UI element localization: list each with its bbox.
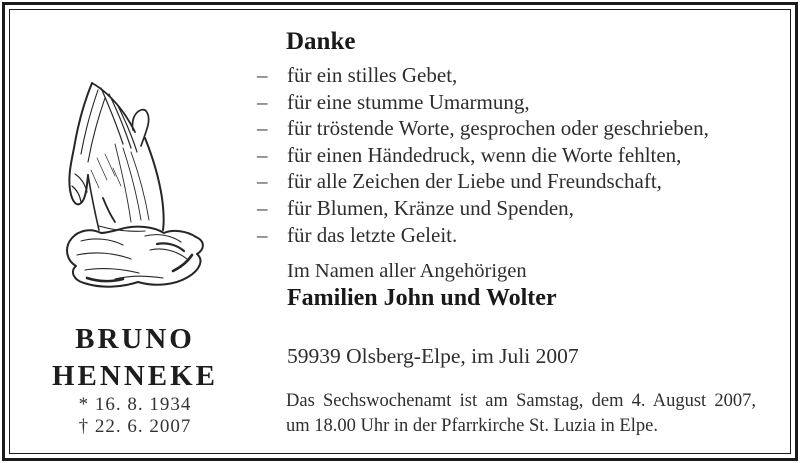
thanks-item-text: für ein stilles Gebet, [287, 63, 458, 87]
birth-date-line: * 16. 8. 1934 [78, 394, 192, 415]
thanks-title: Danke [286, 28, 356, 55]
death-date-line: † 22. 6. 2007 [78, 416, 192, 437]
life-dates [25, 394, 245, 438]
thanks-item [257, 142, 709, 169]
dash-icon: – [257, 142, 268, 167]
dash-icon: – [257, 63, 268, 87]
thanks-item [257, 195, 709, 222]
thanks-list [257, 62, 709, 248]
thanks-item-text: für das letzte Geleit. [287, 222, 458, 247]
dash-icon: – [257, 195, 268, 220]
place-date-line: 59939 Olsberg-Elpe, im Juli 2007 [287, 344, 579, 368]
closing-line: Im Namen aller Angehörigen [287, 260, 527, 282]
thanks-item [257, 115, 709, 142]
thanks-item-text: für Blumen, Kränze und Spenden, [287, 195, 574, 220]
dash-icon: – [257, 116, 268, 141]
service-note-line-2: um 18.00 Uhr in der Pfarrkirche St. Luzia in Elpe. [286, 415, 658, 436]
praying-hands-icon [56, 78, 218, 293]
thanks-item-text: für eine stumme Umarmung, [287, 89, 530, 114]
thanks-item [257, 168, 709, 195]
dash-icon: – [257, 169, 268, 194]
service-note-line-1: Das Sechswochenamt ist am Samstag, dem 4. August 2007, [286, 391, 756, 411]
service-note [286, 389, 756, 438]
dash-icon: – [257, 89, 268, 114]
thanks-item-text: für einen Händedruck, wenn die Worte fehlten, [287, 142, 682, 167]
deceased-last-name: HENNEKE [51, 360, 219, 392]
thanks-item [257, 222, 709, 249]
thanks-item-text: für tröstende Worte, gesprochen oder geschrieben, [287, 116, 709, 141]
thanks-item [257, 89, 709, 116]
family-signature: Familien John und Wolter [287, 285, 557, 311]
thanks-item [257, 62, 709, 89]
dash-icon: – [257, 222, 268, 247]
thanks-item-text: für alle Zeichen der Liebe und Freundschaft, [287, 169, 662, 194]
deceased-name [25, 321, 245, 395]
deceased-first-name: BRUNO [75, 323, 195, 355]
